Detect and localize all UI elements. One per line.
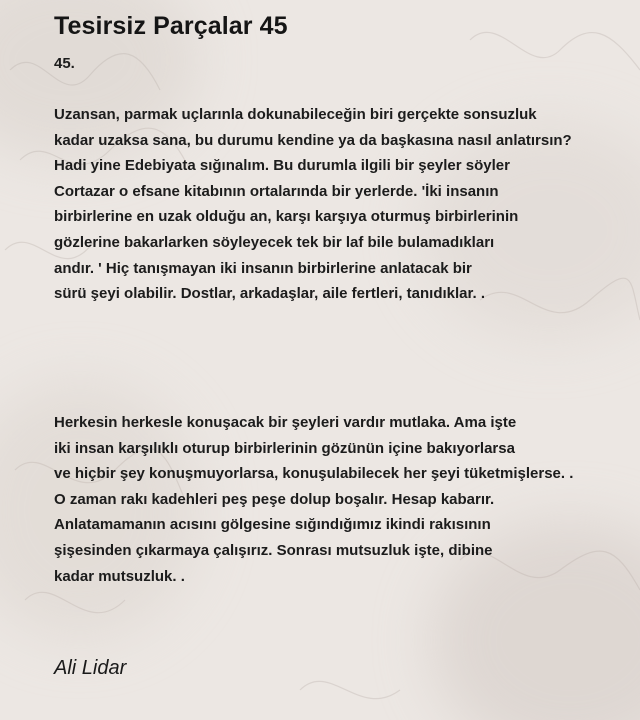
stanza-line: Hadi yine Edebiyata sığınalım. Bu durumla ilgili bir şeyler söyler — [54, 157, 510, 175]
stanza-line: kadar mutsuzluk. . — [54, 567, 185, 585]
stanza-line: sürü şeyi olabilir. Dostlar, arkadaşlar, aile fertleri, tanıdıklar. . — [54, 285, 486, 303]
stanza-line: andır. ' Hiç tanışmayan iki insanın birbirlerine anlatacak bir — [54, 259, 472, 277]
poem-title: Tesirsiz Parçalar 45 — [54, 12, 288, 40]
stanza-line: şişesinden çıkarmaya çalışırız. Sonrası mutsuzluk işte, dibine — [54, 541, 493, 559]
stanza-line: Uzansan, parmak uçlarınla dokunabileceğin biri gerçekte sonsuzluk — [54, 106, 537, 123]
stanza-line: birbirlerine en uzak olduğu an, karşı karşıya oturmuş birbirlerinin — [54, 208, 519, 226]
stanza-line: kadar uzaksa sana, bu durumu kendine ya da başkasına nasıl anlatırsın? — [54, 131, 572, 149]
stanza-line: iki insan karşılıklı oturup birbirlerinin gözünün içine bakıyorlarsa — [54, 439, 515, 457]
stanza-line: Cortazar o efsane kitabının ortalarında bir yerlerde. 'İki insanın — [54, 182, 499, 200]
stanza-line: Anlatamamanın acısını gölgesine sığındığımız ikindi rakısının — [54, 516, 491, 534]
stanza-1 — [54, 102, 572, 307]
author-signature: Ali Lidar — [54, 657, 127, 679]
stanza-line: ve hiçbir şey konuşmuyorlarsa, konuşulabilecek her şeyi tüketmişlerse. . — [54, 465, 574, 483]
stanza-2 — [54, 410, 573, 589]
stanza-line: Herkesin herkesle konuşacak bir şeyleri vardır mutlaka. Ama işte — [54, 414, 517, 431]
stanza-line: gözlerine bakarlarken söyleyecek tek bir laf bile bulamadıkları — [54, 233, 495, 251]
poem-number: 45. — [54, 55, 75, 72]
stanza-line: O zaman rakı kadehleri peş peşe dolup boşalır. Hesap kabarır. — [54, 490, 495, 508]
